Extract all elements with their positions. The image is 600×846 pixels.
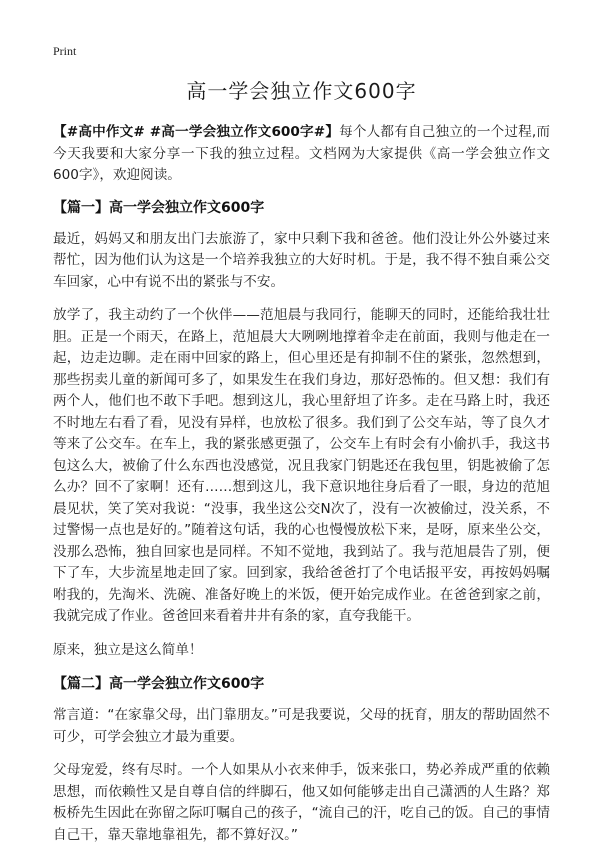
intro-tag: 【#高中作文# #高一学会独立作文600字#】: [53, 124, 340, 140]
intro-paragraph: [53, 122, 550, 187]
section-1-paragraph-1: 最近，妈妈又和朋友出门去旅游了，家中只剩下我和爸爸。他们没让外公外婆过来帮忙，因为他们认为这是一个培养我独立的大好时机。于是，我不得不独自乘公交车回家，心中有说不出的紧张与不安。: [53, 230, 550, 290]
page-title: 高一学会独立作文600字: [186, 79, 417, 103]
section-1-heading: [53, 197, 550, 219]
section-1-paragraph-3: 原来，独立是这么简单！: [53, 641, 203, 658]
section-2-label: 【篇二】: [53, 676, 109, 692]
print-label: Print: [53, 44, 77, 58]
intro-text: 每个人都有自己独立的一个过程,而今天我要和大家分享一下我的独立过程。文档网为大家提供《高一学会独立作文600字》，欢迎阅读。: [53, 124, 550, 183]
section-2-paragraph-1: 常言道：“在家靠父母，出门靠朋友。”可是我要说，父母的抚育，朋友的帮助固然不可少，可学会独立才最为重要。: [53, 707, 550, 745]
section-2-paragraph-2: 父母宠爱，终有尽时。一个人如果从小衣来伸手，饭来张口，势必养成严重的依赖思想，而依赖性又是自尊自信的绊脚石，他又如何能够走出自己潇洒的人生路？郑板桥先生因此在弥留之际叮嘱自己的孩子，“流自己的汗，吃自己的饭。自己的事情自己干，靠天靠地靠祖先，都不算好汉。”: [53, 762, 550, 843]
section-2-title: 高一学会独立作文600字: [109, 676, 265, 692]
section-2-heading: [53, 673, 550, 695]
section-1-title: 高一学会独立作文600字: [109, 199, 265, 216]
section-1-label: 【篇一】: [53, 199, 109, 216]
section-1-paragraph-2: 放学了，我主动约了一个伙伴——范旭晨与我同行，能聊天的同时，还能给我壮壮胆。正是一个雨天，在路上，范旭晨大大咧咧地撑着伞走在前面，我则与他走在一起，边走边聊。走在雨中回家的路上，但心里还是有抑制不住的紧张，忽然想到，那些拐卖儿童的新闻可多了，如果发生在我们身边，那好恐怖的。但又想：我们有两个人，他们也不敢下手吧。想到这儿，我心里舒坦了许多。走在马路上时，我还不时地左右看了看，见没有异样，也放松了很多。我们到了公交车站，等了良久才等来了公交车。在车上，我的紧张感更强了，公交车上有时会有小偷扒手，我这书包这么大，被偷了什么东西也没感觉，况且我家门钥匙还在我包里，钥匙被偷了怎么办？回不了家啊！还有……想到这儿，我下意识地往身后看了一眼，身边的范旭晨见状，笑了笑对我说：“没事，我坐这公交N次了，没有一次被偷过，没关系，不过警惕一点也是好的。”随着这句话，我的心也慢慢放松下来，是呀，原来坐公交，没那么恐怖，独自回家也是同样。不知不觉地，我到站了。我与范旭晨告了别，便下了车，大步流星地走回了家。回到家，我给爸爸打了个电话报平安，再按妈妈嘱咐我的，先淘米、洗碗、准备好晚上的米饭，便开始完成作业。在爸爸到家之前，我就完成了作业。爸爸回来看着井井有条的家，直夸我能干。: [53, 307, 550, 624]
